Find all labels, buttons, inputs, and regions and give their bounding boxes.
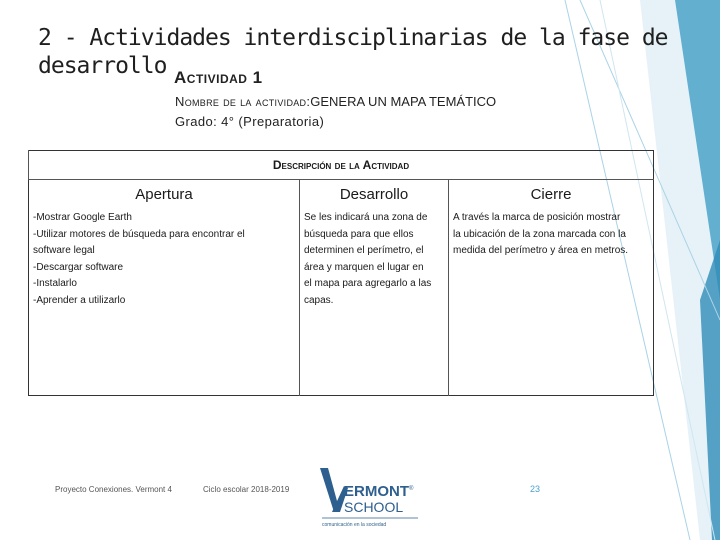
text-line: Se les indicará una zona de — [304, 212, 428, 223]
activity-grade — [175, 114, 324, 129]
column-header-cierre: Cierre — [449, 180, 654, 209]
cierre-cell — [449, 208, 654, 396]
grade-value: 4° (Preparatoria) — [221, 114, 325, 129]
text-line: A través la marca de posición mostrar — [453, 212, 621, 223]
text-line: determinen el perímetro, el — [304, 245, 424, 256]
page-number: 23 — [530, 484, 541, 494]
list-item: -Mostrar Google Earth — [33, 212, 132, 223]
logo-tagline: comunicación en la sociedad — [322, 522, 387, 528]
slide-title-line2: desarrollo — [38, 53, 167, 79]
grade-label: Grado: — [175, 114, 218, 129]
apertura-cell — [29, 208, 300, 396]
logo-brand: ERMONT — [344, 483, 409, 500]
list-item: -Utilizar motores de búsqueda para encontrar el — [33, 228, 245, 240]
text-line: área y marquen el lugar en — [304, 261, 424, 273]
activity-name-label: Nombre de la actividad: — [175, 94, 311, 109]
activity-name — [175, 94, 496, 109]
activity-number: Actividad 1 — [174, 68, 263, 87]
list-item: -Aprender a utilizarlo — [33, 294, 126, 306]
list-item: software legal — [33, 245, 95, 256]
text-line: búsqueda para que ellos — [304, 228, 414, 240]
desarrollo-cell — [300, 208, 449, 396]
svg-text:®: ® — [409, 486, 414, 492]
text-line: medida del perímetro y área en metros. — [453, 245, 629, 256]
list-item: -Descargar software — [33, 261, 124, 273]
logo-school: SCHOOL — [344, 499, 404, 515]
slide-title: 2 - Actividades interdisciplinarias de la fase de — [38, 25, 668, 51]
column-header-apertura: Apertura — [135, 185, 193, 203]
text-line: el mapa para agregarlo a las — [304, 278, 432, 289]
footer-cycle: Ciclo escolar 2018-2019 — [203, 485, 290, 494]
list-item: -Instalarlo — [33, 278, 77, 289]
activity-description-table — [28, 150, 654, 396]
column-header-desarrollo: Desarrollo — [300, 180, 449, 209]
text-line: la ubicación de la zona marcada con la — [453, 228, 626, 240]
activity-name-value: GENERA UN MAPA TEMÁTICO — [310, 94, 497, 109]
vermont-school-logo — [318, 466, 438, 532]
table-header: Descripción de la Actividad — [29, 151, 654, 180]
footer-project: Proyecto Conexiones. Vermont 4 — [55, 485, 172, 494]
text-line: capas. — [304, 294, 334, 306]
